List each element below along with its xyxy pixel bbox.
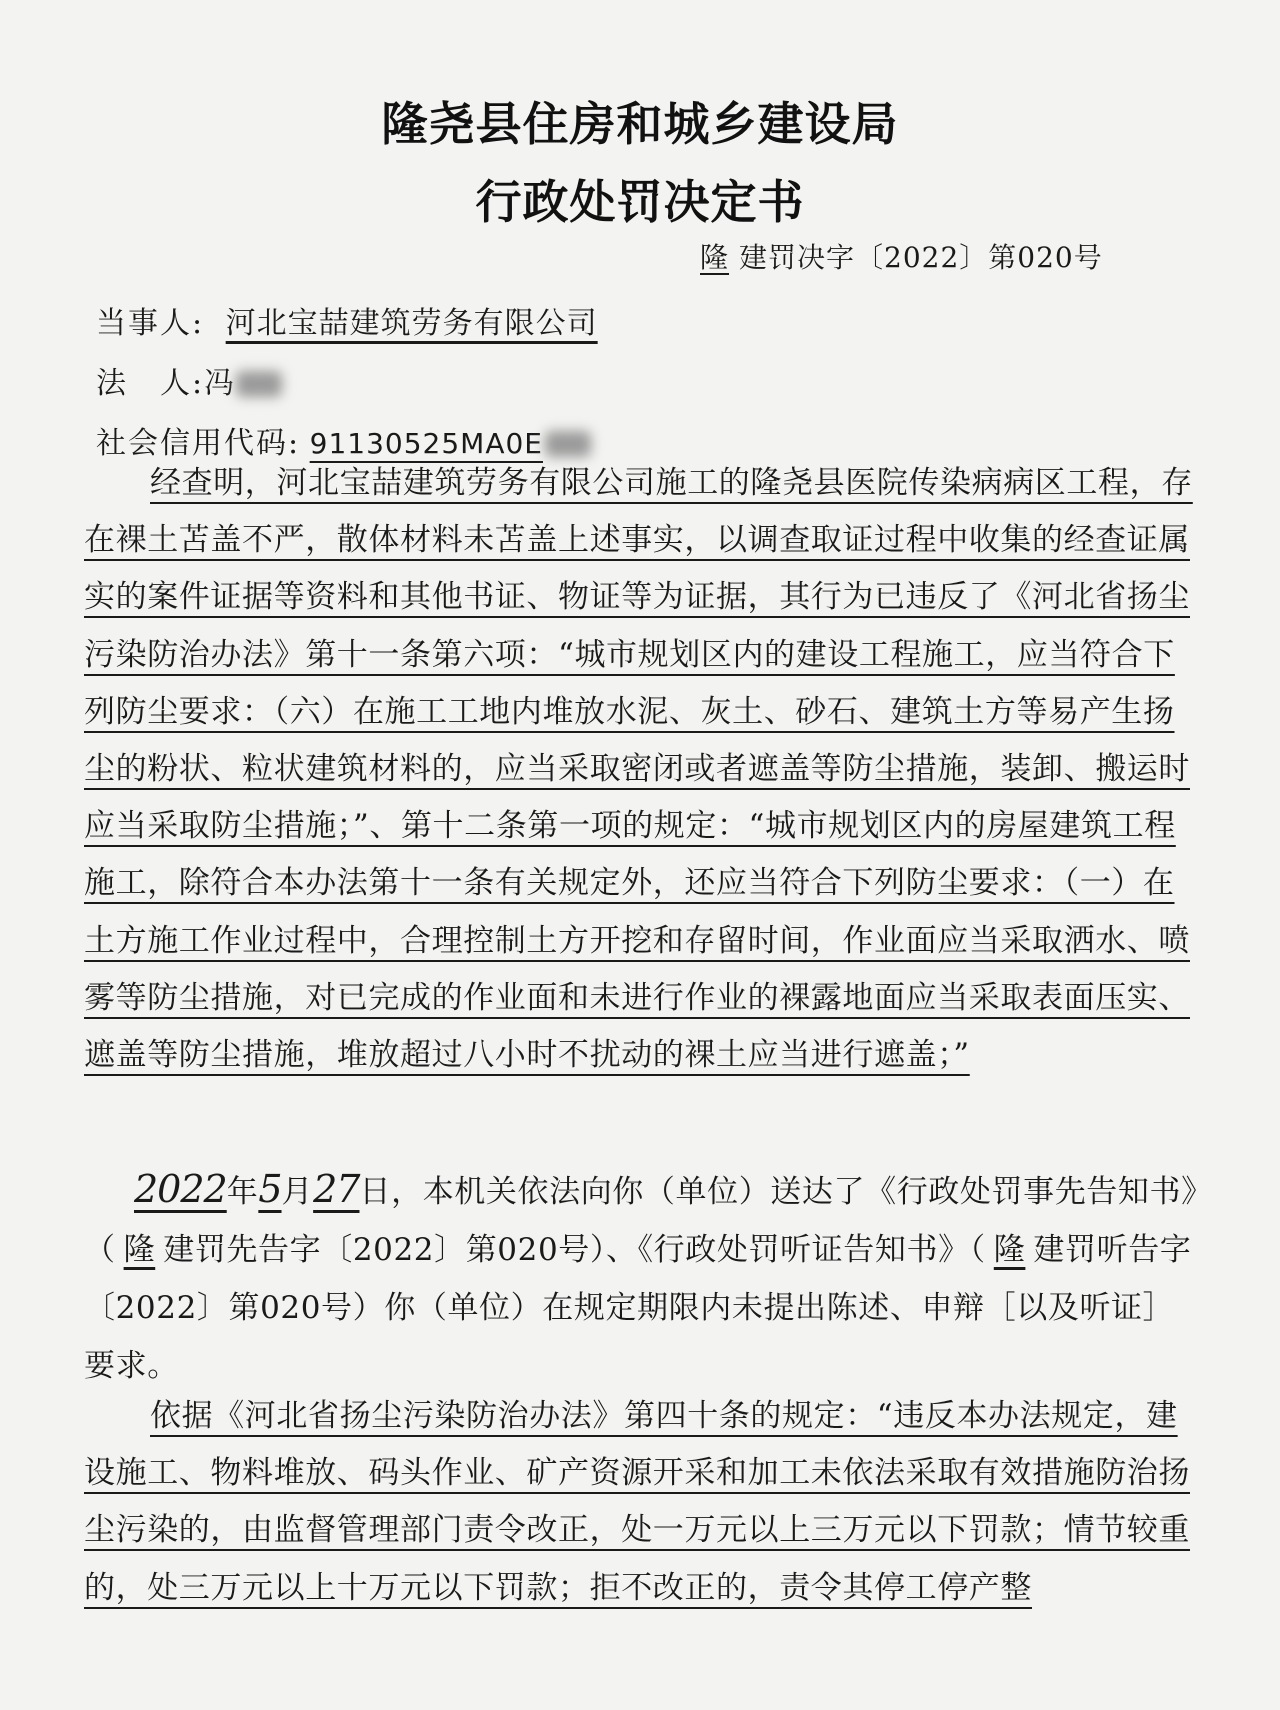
credit-code-value: 91130525MA0E	[309, 427, 543, 460]
notice-text-3: 建罚听告字〔2022〕第020号）你（单位）在规定期限内未提出陈述、申辩［以及听证］要求。	[84, 1232, 1192, 1384]
year-unit: 年	[226, 1174, 259, 1210]
notice-paragraph	[84, 1160, 1204, 1395]
handwritten-day: 27	[313, 1167, 360, 1211]
legal-person-label: 法 人:	[96, 366, 205, 401]
basis-paragraph	[84, 1388, 1204, 1617]
notice-prefix-1: 隆	[123, 1232, 156, 1268]
notice-text-1: ，本机关依法向你（单位）送达了《行政处罚事先告知书》（	[84, 1174, 1198, 1268]
handwritten-year: 2022	[134, 1167, 227, 1211]
party-value: 河北宝喆建筑劳务有限公司	[225, 306, 598, 341]
party-field	[96, 298, 610, 342]
legal-person-field	[96, 358, 282, 402]
document-title: 行政处罚决定书	[475, 175, 805, 229]
notice-prefix-2: 隆	[993, 1232, 1026, 1268]
notice-text-2: 建罚先告字〔2022〕第020号）、《行政处罚听证告知书》（	[163, 1232, 986, 1268]
basis-text: 依据《河北省扬尘污染防治办法》第四十条的规定：“违反本办法规定，建设施工、物料堆放、码头作业、矿产资源开采和加工未依法采取有效措施防治扬尘污染的，由监督管理部门责令改正，处一万元以上三万元以下罚款；情节较重的，处三万元以上十万元以下罚款；拒不改正的，责令其停工停产整	[84, 1398, 1190, 1606]
issuer-title: 隆尧县住房和城乡建设局	[381, 97, 899, 151]
month-unit: 月	[281, 1174, 314, 1210]
redaction-blur	[236, 371, 282, 397]
facts-text: 经查明，河北宝喆建筑劳务有限公司施工的隆尧县医院传染病病区工程，存在裸土苫盖不严，散体材料未苫盖上述事实，以调查取证过程中收集的经查证属实的案件证据等资料和其他书证、物证等为证据，其行为已违反了《河北省扬尘污染防治办法》第十一条第六项：“城市规划区内的建设工程施工，应当符合下列防尘要求：（六）在施工工地内堆放水泥、灰土、砂石、建筑土方等易产生扬尘的粉状、粒状建筑材料的，应当采取密闭或者遮盖等防尘措施，装卸、搬运时应当采取防尘措施；”、第十二条第一项的规定：“城市规划区内的房屋建筑工程施工，除符合本办法第十一条有关规定外，还应当符合下列防尘要求：（一）在土方施工作业过程中，合理控制土方开挖和存留时间，作业面应当采取洒水、喷雾等防尘措施，对已完成的作业面和未进行作业的裸露地面应当采取表面压实、遮盖等防尘措施，堆放超过八小时不扰动的裸土应当进行遮盖；”	[84, 465, 1193, 1074]
document-number	[690, 236, 1103, 276]
party-label: 当事人:	[96, 306, 205, 341]
handwritten-month: 5	[258, 1167, 282, 1211]
facts-paragraph	[84, 455, 1204, 1084]
document-number-rest: 建罚决字〔2022〕第020号	[739, 241, 1103, 274]
day-unit: 日	[359, 1174, 392, 1210]
redaction-blur	[545, 431, 591, 457]
credit-code-label: 社会信用代码:	[96, 426, 301, 461]
document-number-prefix: 隆	[700, 241, 730, 274]
legal-person-value: 冯	[204, 366, 235, 401]
